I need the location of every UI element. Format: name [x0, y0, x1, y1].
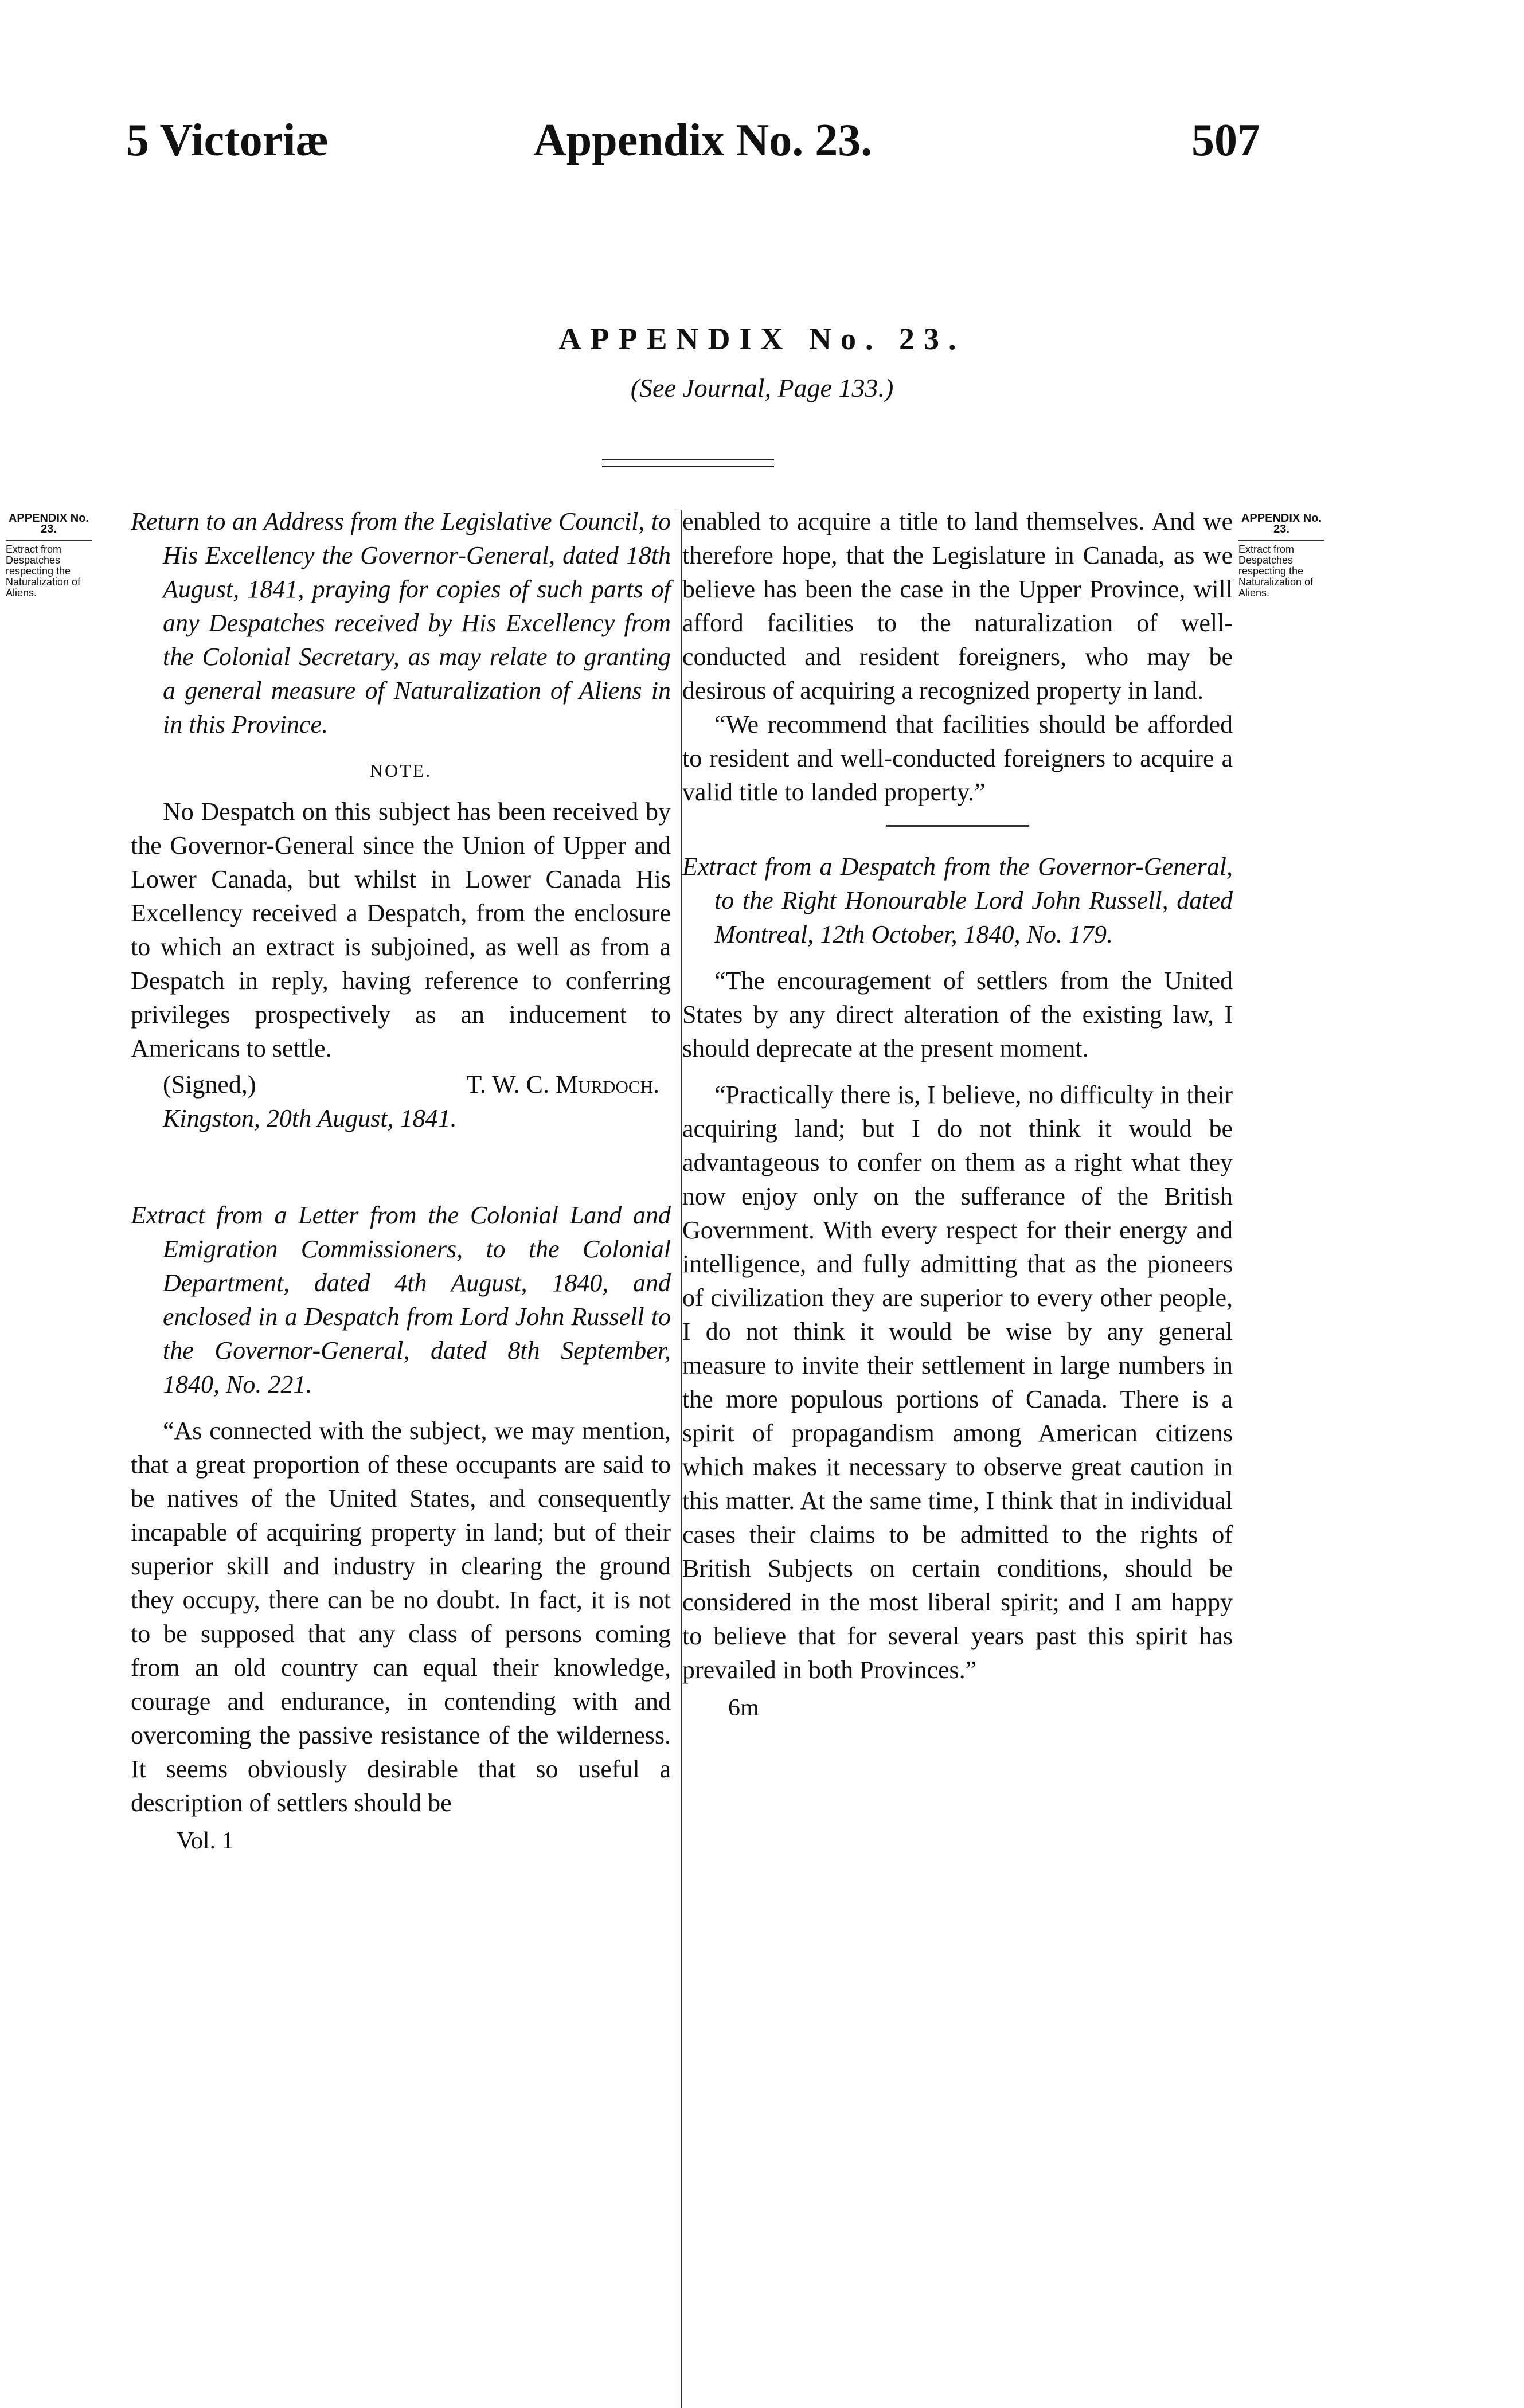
section-rule — [886, 825, 1029, 827]
left-margin-note — [6, 513, 92, 599]
spacer-small — [131, 1401, 671, 1414]
signed-label: (Signed,) — [163, 1070, 256, 1099]
left-margin-note-label: APPENDIX No. 23. — [8, 512, 89, 535]
recommend-text: “We recommend that facilities should be afforded to resident and well-conducted foreigners to acquire a valid title to landed property.” — [682, 710, 1233, 806]
despatch-para-1: “The encouragement of settlers from the United States by any direct alteration of the existing law, I should deprecate at the present moment. — [682, 967, 1233, 1062]
extract-body-left: “As connected with the subject, we may mention, that a great proportion of these occupants are said to be natives of the United States, and consequently incapable of acquiring property in land; but of their superior skill and industry in clearing the ground they occupy, there can be no doubt. In fact, it is not to be supposed that any class of persons coming from an old country can equal their knowledge, courage and endurance, in contending with and overcoming the passive resistance of the wilderness. It seems obviously desirable that so useful a description of settlers should be — [131, 1417, 671, 1817]
signed-name: T. W. C. Murdoch. — [466, 1070, 659, 1099]
running-head-appendix: Appendix No. 23. — [533, 115, 873, 166]
signature-line — [131, 1068, 671, 1101]
signature-footer: 6m — [728, 1695, 759, 1721]
appendix-subtitle: (See Journal, Page 133.) — [630, 373, 894, 402]
heading-rule-2 — [602, 466, 774, 467]
right-column — [682, 505, 1233, 1725]
return-title: Return to an Address from the Legislative Council, to His Excellency the Governor-General, dated 18th August, 1841, praying for copies of such parts of any Despatches received by His Excellency from the Colonial Secretary, as may relate to granting a general measure of Naturalization of Aliens in in this Province. — [131, 507, 671, 738]
right-margin-note-label: APPENDIX No. 23. — [1241, 512, 1322, 535]
extract-title-right: Extract from a Despatch from the Governor-General, to the Right Honourable Lord John Russell, dated Montreal, 12th October, 1840, No. 179. — [682, 853, 1233, 948]
right-margin-note-rule — [1238, 540, 1324, 541]
spacer-small-right-2 — [682, 1065, 1233, 1078]
heading-rule — [602, 459, 774, 460]
place-date: Kingston, 20th August, 1841. — [163, 1104, 457, 1132]
right-margin-note — [1238, 513, 1324, 599]
volume-footer: Vol. 1 — [177, 1828, 234, 1854]
despatch-para-2: “Practically there is, I believe, no difficulty in their acquiring land; but I do not think it would be advantageous to confer on them as a right what they now enjoy only on the sufferance of the British Government. With every respect for their energy and intelligence, and fully admitting that as the pioneers of civilization they are superior to every other people, I do not think it would be wise by any general measure to invite their settlement in large numbers in the more populous portions of Canada. There is a spirit of propagandism among American citizens which makes it necessary to observe great caution in this matter. At the same time, I think that in individual cases their claims to be admitted to the rights of British Subjects on certain conditions, should be considered in the most liberal spirit; and I am happy to believe that for several years past this spirit has prevailed in both Provinces.” — [682, 1081, 1233, 1684]
extract-title-left: Extract from a Letter from the Colonial Land and Emigration Commissioners, to the Colonial Department, dated 4th August, 1840, and enclosed in a Despatch from Lord John Russell to the Governor-General, dated 8th September, 1840, No. 221. — [131, 1201, 671, 1398]
right-margin-note-text: Extract from Despatches respecting the Naturalization of Aliens. — [1238, 544, 1314, 599]
left-margin-note-rule — [6, 540, 92, 541]
left-margin-note-text: Extract from Despatches respecting the Naturalization of Aliens. — [6, 544, 81, 599]
note-label: NOTE. — [369, 760, 432, 781]
column-divider — [677, 510, 682, 2408]
running-head — [0, 115, 1524, 178]
spacer-small-right — [682, 951, 1233, 964]
running-head-session: 5 Victoriæ — [126, 115, 329, 166]
continuation-text: enabled to acquire a title to land themselves. And we therefore hope, that the Legislature in Canada, as we believe has been the case in the Upper Province, will afford facilities to the naturalization of well-conducted and resident foreigners, who may be desirous of acquiring a recognized property in land. — [682, 507, 1233, 705]
left-column — [131, 505, 671, 1858]
spacer — [131, 1135, 671, 1198]
appendix-title: APPENDIX No. 23. — [558, 322, 966, 356]
page-number: 507 — [1191, 115, 1260, 166]
note-body: No Despatch on this subject has been received by the Governor-General since the Union of Upper and Lower Canada, but whilst in Lower Canada His Excellency received a Despatch, from the enclosure to which an extract is subjoined, as well as from a Despatch in reply, having reference to conferring privileges prospectively as an inducement to Americans to settle. — [131, 798, 671, 1062]
